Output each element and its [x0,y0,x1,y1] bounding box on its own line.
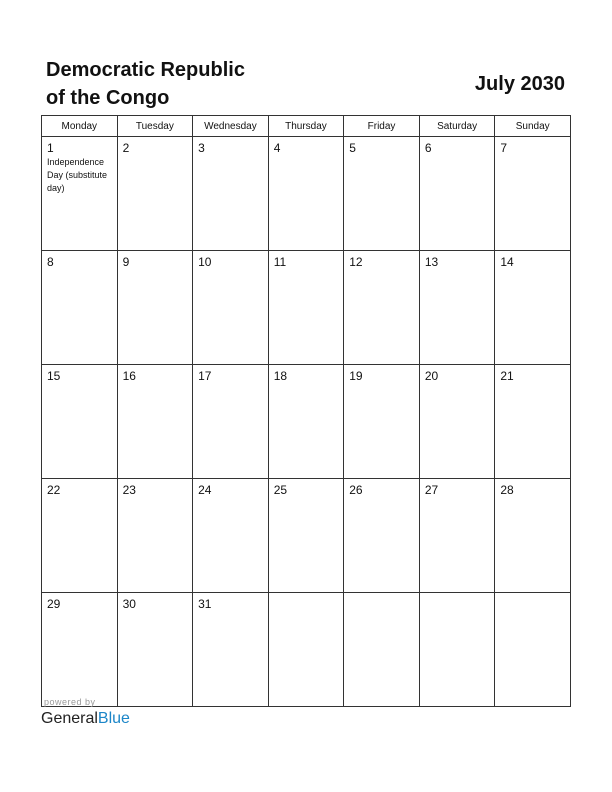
weekday-header: Sunday [495,116,571,137]
holiday-label: Independence Day (substitute day) [47,157,108,193]
day-number: 16 [122,369,136,383]
day-cell [268,479,344,593]
day-number: 11 [273,255,287,269]
day-cell [495,593,571,707]
day-cell [419,365,495,479]
day-number: 3 [198,141,205,155]
day-cell [268,593,344,707]
day-cell [117,479,193,593]
day-number: 25 [273,483,288,497]
day-number: 4 [273,141,281,155]
day-cell [42,593,118,707]
day-number: 18 [273,369,288,383]
day-cell [344,137,420,251]
weekday-header-row [42,116,571,137]
day-number: 6 [424,141,432,155]
logo-text-blue: Blue [97,710,130,727]
day-cell [42,365,118,479]
day-cell [495,479,571,593]
day-cell [117,137,193,251]
day-number: 23 [122,483,136,497]
weekday-header: Wednesday [193,116,269,137]
day-number: 21 [500,369,514,383]
day-cell [193,251,269,365]
day-cell [419,251,495,365]
day-number: 24 [198,483,212,497]
day-cell [193,365,269,479]
country-title [46,56,306,112]
day-number: 27 [424,483,439,497]
week-row [42,137,571,251]
day-number: 30 [122,597,136,611]
day-cell [117,593,193,707]
day-cell [419,593,495,707]
month-year-title: July 2030 [474,73,565,95]
day-cell [42,137,118,251]
weekday-header: Thursday [268,116,344,137]
day-number: 12 [349,255,363,269]
day-cell [495,251,571,365]
day-number: 2 [122,141,130,155]
day-cell [193,593,269,707]
day-cell [495,365,571,479]
day-cell [117,365,193,479]
day-number: 17 [198,369,212,383]
day-number: 8 [47,255,54,269]
day-cell [42,479,118,593]
day-number: 7 [500,141,508,155]
day-cell [419,479,495,593]
day-number: 13 [424,255,439,269]
footer-branding [41,697,130,729]
powered-by-text: powered by [44,697,96,707]
weekday-header: Friday [344,116,420,137]
day-number: 20 [424,369,439,383]
day-cell [268,365,344,479]
day-number: 29 [47,597,61,611]
day-cell [495,137,571,251]
day-number: 1 [47,141,54,155]
day-cell [268,137,344,251]
day-cell [344,365,420,479]
week-row [42,365,571,479]
day-cell [42,251,118,365]
day-number: 10 [198,255,212,269]
country-title-line2: of the Congo [46,87,170,109]
weekday-header: Monday [42,116,118,137]
day-number: 9 [122,255,130,269]
day-cell [344,593,420,707]
day-cell [268,251,344,365]
week-row [42,251,571,365]
country-title-line1: Democratic Republic [46,59,245,81]
day-number: 31 [198,597,212,611]
day-number: 14 [500,255,514,269]
day-number: 5 [349,141,356,155]
week-row [42,593,571,707]
calendar-grid [41,115,571,707]
logo-text-general: General [41,710,98,727]
generalblue-logo [41,709,130,729]
day-cell [117,251,193,365]
day-number: 19 [349,369,363,383]
week-row [42,479,571,593]
day-number: 28 [500,483,514,497]
day-number: 26 [349,483,363,497]
day-cell [419,137,495,251]
day-number: 22 [47,483,61,497]
day-cell [193,137,269,251]
weekday-header: Tuesday [117,116,193,137]
day-cell [344,479,420,593]
weekday-header: Saturday [419,116,495,137]
day-number: 15 [47,369,61,383]
day-cell [193,479,269,593]
day-cell [344,251,420,365]
